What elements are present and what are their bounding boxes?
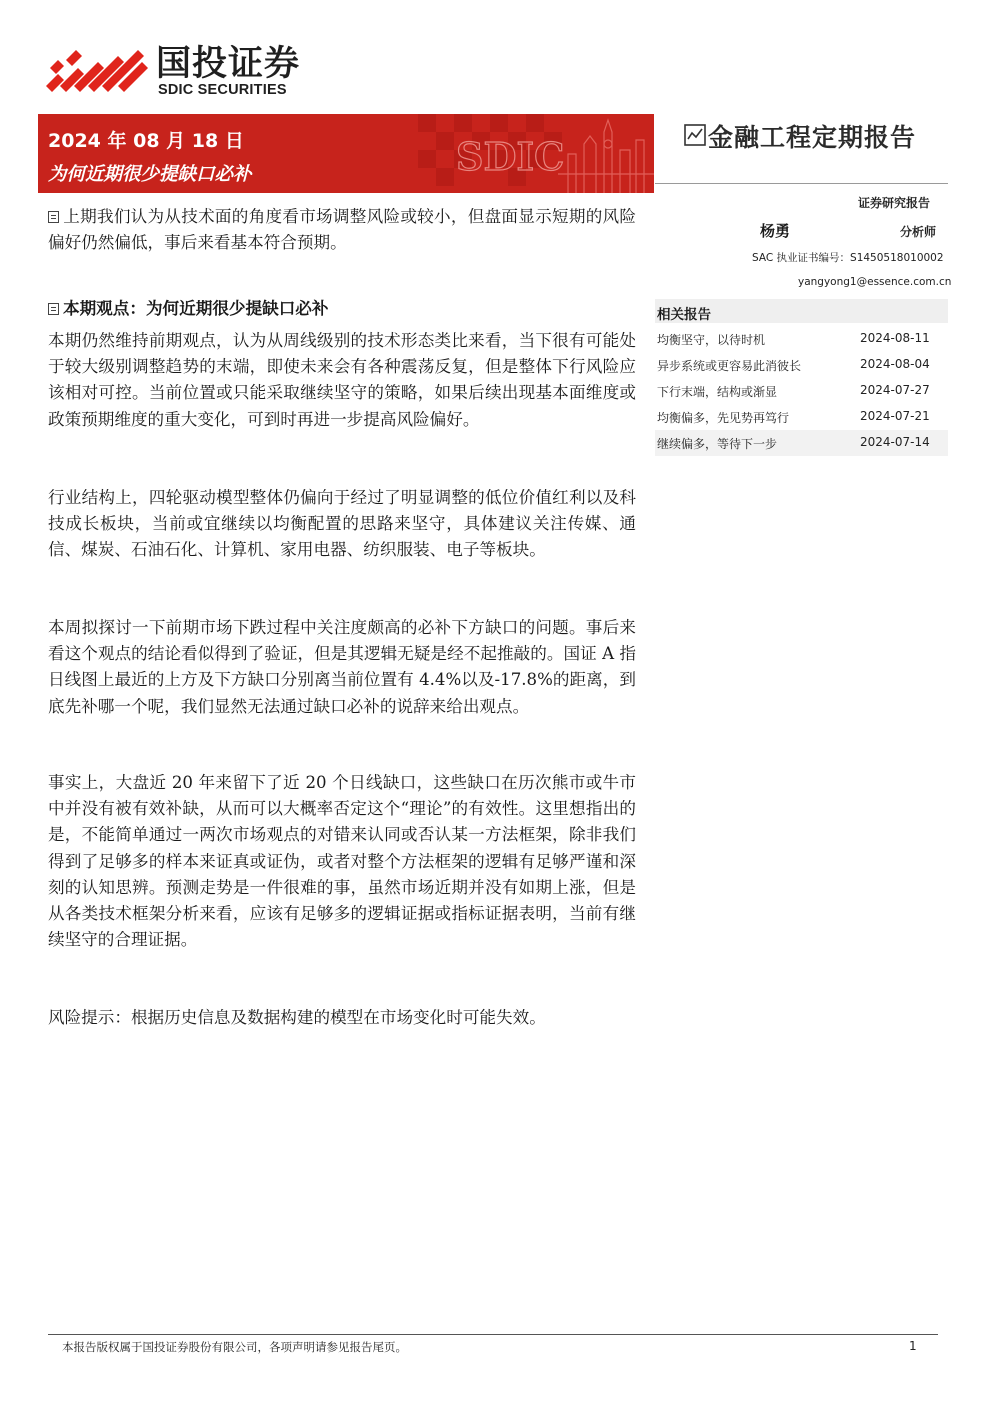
related-report-title: 异步系统或更容易此消彼长 [657,359,802,373]
related-report-date: 2024-08-04 [860,357,930,371]
footer-disclaimer: 本报告版权属于国投证券股份有限公司，各项声明请参见报告尾页。 [62,1340,407,1354]
right-divider [655,183,948,184]
risk-warning: 风险提示：根据历史信息及数据构建的模型在市场变化时可能失效。 [48,1008,546,1027]
page-number: 1 [909,1339,917,1353]
report-title: 为何近期很少提缺口必补 [48,164,252,185]
related-report-date: 2024-07-14 [860,435,930,449]
related-report-date: 2024-08-11 [860,331,930,345]
related-report-item[interactable] [655,352,948,378]
chart-icon [684,124,706,146]
related-report-title: 继续偏多，等待下一步 [657,437,778,451]
sdic-logo-mark [44,46,150,96]
related-report-date: 2024-07-27 [860,383,930,397]
analyst-name: 杨勇 [760,222,791,240]
body-paragraph-3: 本周拟探讨一下前期市场下跌过程中关注度颇高的必补下方缺口的问题。事后来看这个观点的结论看似得到了验证，但是其逻辑无疑是经不起推敲的。国证 A 指日线图上最近的上方及下方缺口分别离当前位置有 4.4%以及-17.8%的距离，到底先补哪一个呢，我们显然无法通过缺口必补的说辞来给出观点。 [48,618,636,716]
related-report-title: 均衡偏多，先见势再笃行 [657,411,790,425]
summary-paragraph: 上期我们认为从技术面的角度看市场调整风险或较小，但盘面显示短期的风险偏好仍然偏低，事后来看基本符合预期。 [48,207,636,253]
analyst-cert: SAC 执业证书编号：S1450518010002 [752,252,944,264]
body-paragraph-2: 行业结构上，四轮驱动模型整体仍偏向于经过了明显调整的低位价值红利以及科技成长板块，当前或宜继续以均衡配置的思路来坚守，具体建议关注传媒、通信、煤炭、石油石化、计算机、家用电器、纺织服装、电子等板块。 [48,488,636,560]
report-type-title: 金融工程定期报告 [708,123,917,152]
related-report-item[interactable] [655,378,948,404]
body-paragraph-1: 本期仍然维持前期观点，认为从周线级别的技术形态类比来看，当下很有可能处于较大级别调整趋势的末端，即使未来会有各种震荡反复，但是整体下行风险应该相对可控。当前位置或只能采取继续坚守的策略，如果后续出现基本面维度或政策预期维度的重大变化，可到时再进一步提高风险偏好。 [48,331,636,429]
summary-block [48,204,636,256]
report-type [684,118,948,156]
footer-divider [48,1334,938,1335]
related-report-item[interactable] [655,326,948,352]
analyst-role: 分析师 [900,225,937,239]
brand-name-cn: 国投证券 [156,44,301,84]
related-report-title: 下行末端，结构或渐显 [657,385,778,399]
document-icon [48,303,59,315]
banner-watermark: SDIC [456,134,565,179]
report-category: 证券研究报告 [858,196,931,210]
brand-name-en: SDIC SECURITIES [158,82,287,98]
view-heading [48,295,636,321]
related-reports-heading: 相关报告 [655,299,948,323]
body-paragraph-4: 事实上，大盘近 20 年来留下了近 20 个日线缺口，这些缺口在历次熊市或牛市中并没有被有效补缺，从而可以大概率否定这个“理论”的有效性。这里想指出的是，不能简单通过一两次市场观点的对错来认同或否认某一方法框架，除非我们得到了足够多的样本来证真或证伪，或者对整个方法框架的逻辑有足够严谨和深刻的认知思辨。预测走势是一件很难的事，虽然市场近期并没有如期上涨，但是从各类技术框架分析来看，应该有足够多的逻辑证据或指标证据表明，当前有继续坚守的合理证据。 [48,773,636,950]
related-reports-list [655,326,948,456]
title-banner [38,114,654,193]
related-report-date: 2024-07-21 [860,409,930,423]
related-report-item[interactable] [655,430,948,456]
document-icon [48,211,59,223]
related-report-item[interactable] [655,404,948,430]
related-report-title: 均衡坚守，以待时机 [657,333,766,347]
view-heading-text: 本期观点：为何近期很少提缺口必补 [63,298,329,318]
report-date: 2024 年 08 月 18 日 [48,130,244,152]
brand-logo [44,44,314,100]
analyst-email[interactable]: yangyong1@essence.com.cn [798,276,952,288]
